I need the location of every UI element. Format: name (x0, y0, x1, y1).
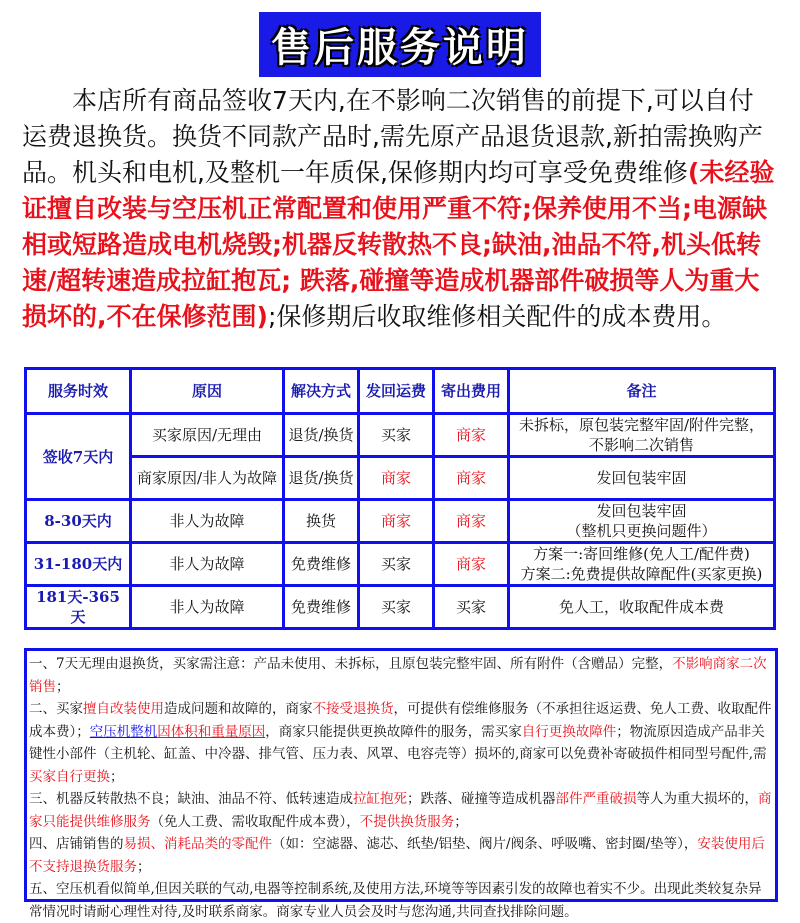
note-text: ； (110, 768, 124, 785)
note-cell (509, 500, 775, 543)
note-item (29, 698, 773, 788)
period-cell: 181天-365天 (26, 586, 131, 629)
header-return-fee: 发回运费 (359, 369, 434, 414)
page-title: 售后服务说明 (259, 12, 541, 77)
table-header (26, 369, 775, 414)
note-cell: 发回包装牢固 (509, 457, 775, 500)
note-text: 一、7天无理由退换货，买家需注意：产品未使用、未拆标，且原包装完整牢固、所有附件（含赠品）完整， (29, 656, 673, 672)
highlight-text: 拉缸抱死 (353, 791, 407, 807)
note-line: 方案一:寄回维修(免人工/配件费) (533, 545, 750, 563)
period-cell: 签收7天内 (26, 414, 131, 500)
intro-paragraph (22, 83, 778, 335)
notes-box (24, 648, 778, 920)
highlight-text: 安装使用后不支持退换货服务 (29, 836, 765, 875)
note-item (29, 788, 773, 833)
service-table (24, 367, 776, 630)
highlight-text: 因体积和重量原因 (157, 723, 266, 740)
header-send-fee: 寄出费用 (434, 369, 509, 414)
note-text: （免人工费、需收取配件成本费）， (150, 813, 360, 830)
warranty-exclusion-text: (未经验证擅自改装与空压机正常配置和使用严重不符;保养使用不当;电源缺相或短路造成电机烧毁;机器反转散热不良;缺油,油品不符,机头低转速/超转速造成拉缸抱瓦; 跌落,碰撞等造成机器部件破损等人为重大损坏的,不在保修范围) (22, 158, 775, 331)
intro-text: ;保修期后收取维修相关配件的成本费用。 (267, 302, 727, 331)
intro-text: 本店所有商品签收7天内,在不影响二次销售的前提下,可以自付运费退换货。换货不同款产品时,需先原产品退货退款,新拍需换购产品。机头和电机,及整机一年质保,保修期内均可享受免费维修 (22, 86, 763, 187)
note-text: ；跌落、碰撞等造成机器 (407, 791, 556, 807)
return-fee-cell: 买家 (359, 543, 434, 586)
note-item (29, 653, 773, 698)
highlight-text: 部件严重破损 (555, 791, 637, 807)
note-text: ；物流原因造成产品非关键性小部件（主机轮、缸盖、中冷器、排气管、压力表、风罩、电容壳等）损坏的,商家可以免费补寄破损件相同型号配件,需 (29, 723, 767, 762)
highlight-text: 自行更换故障件 (521, 723, 617, 740)
header-period: 服务时效 (26, 369, 131, 414)
note-text: 四、店铺销售的 (29, 836, 124, 852)
highlight-text: 擅自改装使用 (83, 701, 164, 717)
return-fee-cell: 商家 (359, 500, 434, 543)
highlight-text: 不提供换货服务 (359, 813, 455, 830)
note-item (29, 878, 773, 923)
note-text: 造成问题和故障的，商家 (164, 701, 313, 717)
note-line: 方案二:免费提供故障配件(买家更换) (520, 565, 763, 583)
reason-cell: 非人为故障 (131, 500, 284, 543)
table-row (26, 543, 775, 586)
highlight-text: 空压机整机 (89, 723, 158, 740)
send-fee-cell: 商家 (434, 457, 509, 500)
note-cell (509, 543, 775, 586)
solution-cell: 免费维修 (284, 586, 359, 629)
solution-cell: 退货/换货 (284, 414, 359, 457)
note-text: 等人为重大损坏的， (636, 791, 758, 807)
period-cell: 31-180天内 (26, 543, 131, 586)
note-text: 五、空压机看似简单,但因关联的气动,电器等控制系统,及使用方法,环境等等因素引发的故障也着实不少。出现此类较复杂异常情况时请耐心理性对待,及时联系商家。商家专业人员会及时与您沟通,共同查找排除问题。 (29, 881, 762, 920)
note-text: ； (137, 858, 151, 875)
send-fee-cell: 商家 (434, 414, 509, 457)
note-cell: 未拆标，原包装完整牢固/附件完整，不影响二次销售 (509, 414, 775, 457)
note-text: ，商家只能提供更换故障件的服务，需买家 (265, 723, 522, 740)
header-solution: 解决方式 (284, 369, 359, 414)
highlight-text: 买家自行更换 (29, 768, 110, 785)
reason-cell: 商家原因/非人为故障 (131, 457, 284, 500)
title-banner (0, 0, 800, 77)
note-cell: 免人工，收取配件成本费 (509, 586, 775, 629)
send-fee-cell: 商家 (434, 543, 509, 586)
send-fee-cell: 商家 (434, 500, 509, 543)
header-note: 备注 (509, 369, 775, 414)
highlight-text: 易损、消耗品类的零配件 (123, 836, 272, 852)
return-fee-cell: 商家 (359, 457, 434, 500)
header-reason: 原因 (131, 369, 284, 414)
table-row (26, 586, 775, 629)
note-text: （如：空滤器、滤芯、纸垫/铝垫、阀片/阀条、呼吸嘴、密封圈/垫等）， (272, 836, 698, 852)
highlight-text: 不影响商家二次销售 (29, 656, 767, 695)
table-row (26, 457, 775, 500)
note-item (29, 833, 773, 878)
note-text: ； (56, 678, 70, 695)
note-text: ，可提供有偿维修服务（不承担往返运费、免人工费、收取配件成本费）； (29, 701, 772, 740)
solution-cell: 免费维修 (284, 543, 359, 586)
table-row (26, 500, 775, 543)
highlight-text: 商家只能提供维修服务 (29, 791, 772, 830)
solution-cell: 换货 (284, 500, 359, 543)
solution-cell: 退货/换货 (284, 457, 359, 500)
period-cell: 8-30天内 (26, 500, 131, 543)
return-fee-cell: 买家 (359, 586, 434, 629)
reason-cell: 非人为故障 (131, 586, 284, 629)
note-line: 发回包装牢固 (596, 502, 687, 520)
return-fee-cell: 买家 (359, 414, 434, 457)
note-text: 二、买家 (29, 701, 83, 717)
note-line: （整机只更换问题件） (566, 522, 717, 540)
send-fee-cell: 买家 (434, 586, 509, 629)
note-text: ； (454, 813, 468, 830)
table-row (26, 414, 775, 457)
reason-cell: 非人为故障 (131, 543, 284, 586)
highlight-text: 不接受退换货 (312, 701, 394, 717)
reason-cell: 买家原因/无理由 (131, 414, 284, 457)
note-text: 三、机器反转散热不良；缺油、油品不符、低转速造成 (29, 791, 353, 807)
